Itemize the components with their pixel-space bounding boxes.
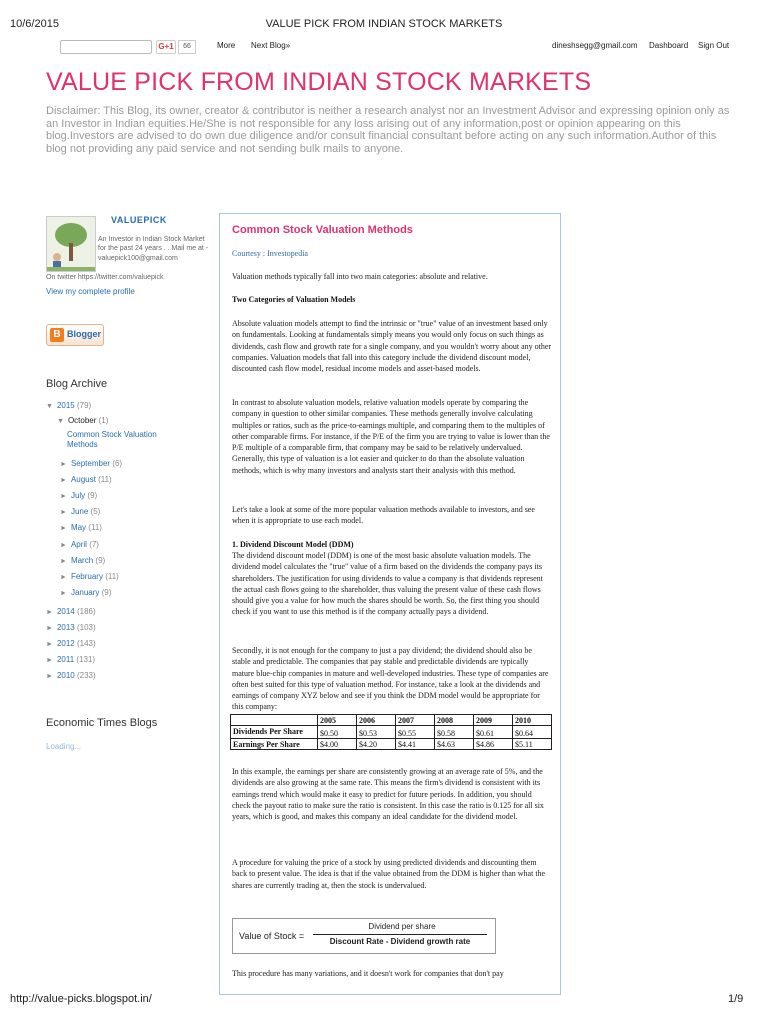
archive-count: (9)	[101, 587, 112, 597]
collapsed-triangle-icon: ►	[46, 625, 53, 633]
table-cell: $0.55	[396, 726, 435, 739]
archive-year-label: 2013	[56, 623, 75, 633]
sign-out-link[interactable]: Sign Out	[698, 41, 730, 50]
archive-year-label: 2010	[56, 671, 75, 681]
archive-month-label: July	[70, 491, 86, 501]
collapsed-triangle-icon: ►	[46, 673, 53, 681]
post-paragraph: In contrast to absolute valuation models, relative valuation models operate by comparing the company in question to other similar companies. These methods generally involve calculating multiples or ratios, such as the price-to-earnings multiple, and comparing them to the multiples of other comparable firms. For instance, if the P/E of the firm you are trying to value is lower than the P/E multiple of a comparable firm, that company may be said to be relatively undervalued. Generally, this type of valuation is a lot easier and quicker to do than the absolute valuation methods, which is why many investors and analysts start their analysis with this method.	[232, 398, 550, 475]
blogger-button[interactable]	[46, 324, 104, 346]
post-paragraph: Secondly, it is not enough for the company to just a pay dividend; the dividend should also be stable and predictable. The companies that pay stable and predictable dividends are typically mature blue-chip companies in mature and well-developed industries. These type of companies are often best suited for this type of valuation method. For instance, take a look at the dividends and earnings of company XYZ below and see if you think the DDM model would be appropriate for this company:	[232, 646, 549, 712]
collapsed-triangle-icon: ►	[60, 509, 67, 517]
archive-month-label: April	[70, 539, 87, 549]
table-cell: $4.41	[396, 739, 435, 750]
table-year-cell: 2007	[396, 715, 435, 726]
profile-twitter: On twitter https://twitter.com/valuepick	[46, 274, 164, 281]
post-courtesy-link[interactable]: Courtesy : Investopedia	[232, 249, 308, 258]
next-blog-link[interactable]: Next Blog»	[251, 41, 291, 50]
archive-count: (186)	[76, 607, 96, 616]
archive-year-2015[interactable]: ▼ 2015 (79)	[46, 401, 92, 410]
archive-month-label: March	[70, 555, 94, 565]
table-cell: $0.61	[474, 726, 513, 739]
archive-count: (5)	[90, 507, 101, 517]
archive-year-item[interactable]	[46, 671, 96, 680]
formula-denominator: Discount Rate - Dividend growth rate	[329, 937, 471, 946]
post-paragraph: Absolute valuation models attempt to find the intrinsic or "true" value of an investment based only on fundamentals. Looking at fundamentals simply means you would only focus on such things as dividends, cash flow and growth rate for a single company, and you wouldn't worry about any other companies. Valuation models that fall into this category include the dividend discount model, discounted cash flow model, residual income models and asset-based models.	[232, 319, 552, 374]
table-cell: $0.53	[357, 726, 396, 739]
table-row-label: Dividends Per Share	[231, 726, 318, 739]
table-header-row	[231, 715, 552, 726]
archive-year-item[interactable]	[46, 639, 96, 648]
archive-month-item[interactable]	[60, 572, 119, 581]
print-date: 10/6/2015	[10, 18, 59, 30]
archive-count: (6)	[112, 459, 123, 468]
table-cell: $0.58	[435, 726, 474, 739]
collapsed-triangle-icon: ►	[60, 461, 67, 468]
print-page-number: 1/9	[728, 993, 744, 1005]
table-cell: $4.86	[474, 739, 513, 750]
avatar[interactable]	[46, 216, 96, 272]
dashboard-link[interactable]: Dashboard	[649, 41, 689, 50]
archive-month-label: August	[70, 475, 96, 485]
archive-year-item[interactable]	[46, 655, 95, 664]
collapsed-triangle-icon: ►	[60, 557, 67, 565]
archive-count: (11)	[98, 475, 112, 485]
collapsed-triangle-icon: ►	[46, 657, 53, 665]
blogger-label: Blogger	[67, 329, 102, 339]
archive-count: (143)	[76, 639, 96, 649]
table-row-label: Earnings Per Share	[231, 739, 318, 750]
collapsed-triangle-icon: ►	[60, 573, 67, 581]
archive-count: (11)	[105, 571, 119, 581]
archive-count: (7)	[89, 539, 99, 549]
table-cell: $4.63	[435, 739, 474, 750]
archive-count: (103)	[76, 623, 96, 633]
economic-times-heading: Economic Times Blogs	[46, 717, 158, 729]
collapsed-triangle-icon: ►	[46, 641, 53, 649]
archive-month-item[interactable]	[60, 507, 100, 516]
archive-year-label: 2011	[56, 655, 75, 665]
user-email: dineshsegg@gmail.com	[552, 41, 638, 50]
print-title: VALUE PICK FROM INDIAN STOCK MARKETS	[265, 18, 503, 30]
collapsed-triangle-icon: ►	[60, 493, 67, 501]
post-paragraph: In this example, the earnings per share are consistently growing at an average rate of 5%, and the dividends are also growing at the same rate. This means the firm's dividend is consistent with its earnings trend which would make it easy to predict for future periods. In addition, you should check the payout ratio to make sure the ratio is consistent. In this case the ratio is 0.125 for all six years, which is good, and makes this company an ideal candidate for the dividend model.	[232, 767, 544, 822]
collapsed-triangle-icon: ►	[60, 541, 67, 549]
navbar-search-input[interactable]	[60, 40, 152, 54]
archive-month-label: May	[70, 523, 87, 533]
print-url: http://value-picks.blogspot.in/	[10, 993, 152, 1005]
archive-month-item[interactable]	[60, 491, 97, 500]
archive-month-item[interactable]	[60, 540, 99, 549]
collapsed-triangle-icon: ►	[60, 525, 67, 533]
archive-month-label: September	[70, 459, 111, 468]
post-paragraph: A procedure for valuing the price of a stock by using predicted dividends and discounting them back to present value. The idea is that if the value obtained from the DDM is higher than what the shares are currently trading at, then the stock is undervalued.	[232, 858, 546, 890]
more-link[interactable]: More	[217, 41, 236, 50]
archive-year-item[interactable]	[46, 607, 96, 616]
archive-month-label: January	[70, 587, 100, 597]
table-corner	[231, 715, 318, 726]
subheading-text: 1. Dividend Discount Model (DDM)	[232, 540, 354, 549]
blog-title[interactable]: VALUE PICK FROM INDIAN STOCK MARKETS	[46, 68, 592, 96]
avatar-image	[47, 217, 95, 271]
expand-triangle-icon: ▼	[46, 403, 53, 410]
table-row	[231, 739, 552, 750]
archive-year-label: 2014	[56, 607, 75, 616]
table-year-cell: 2005	[318, 715, 357, 726]
post-paragraph: The dividend discount model (DDM) is one of the most basic absolute valuation models. The dividend model calculates the "true" value of a firm based on the dividends the company pays its shareholders. The justification for using dividends to value a company is that dividends represent the actual cash flows going to the shareholder, thus valuing the present value of these cash flows should give you a value for how much the shares should be worth. So, the first thing you should check if you want to use this method is if the company actually pays a dividend.	[232, 551, 543, 617]
table-year-cell: 2009	[474, 715, 513, 726]
profile-bio: An Investor in Indian Stock Market for the past 24 years . . Mail me at - valuepick100@gmail.com	[98, 236, 209, 262]
blog-archive-heading: Blog Archive	[46, 378, 108, 390]
dividend-table	[230, 714, 552, 750]
collapsed-triangle-icon: ►	[60, 589, 67, 597]
archive-count: (11)	[88, 523, 102, 533]
google-plus-count: 66	[178, 40, 196, 54]
archive-count: (131)	[76, 655, 96, 665]
google-plus-button[interactable]: G+1	[156, 40, 176, 54]
archive-month-october[interactable]: ▼ October (1)	[57, 416, 109, 425]
archive-month-label: February	[70, 571, 103, 581]
table-year-cell: 2010	[513, 715, 552, 726]
archive-count: (233)	[76, 671, 96, 681]
post-title[interactable]: Common Stock Valuation Methods	[232, 224, 413, 236]
table-cell: $5.11	[513, 739, 552, 750]
post-paragraph: This procedure has many variations, and it doesn't work for companies that don't pay	[232, 969, 504, 978]
archive-month-item[interactable]	[60, 556, 105, 565]
expand-triangle-icon: ▼	[57, 418, 64, 425]
view-profile-link[interactable]: View my complete profile	[46, 287, 135, 296]
table-cell: $4.20	[357, 739, 396, 750]
archive-post-link[interactable]: Common Stock Valuation Methods	[67, 430, 157, 449]
archive-month-item[interactable]	[60, 459, 122, 468]
archive-year-label: 2012	[56, 639, 75, 649]
table-cell: $4.00	[318, 739, 357, 750]
table-cell: $0.64	[513, 726, 552, 739]
loading-text: Loading...	[46, 742, 82, 751]
table-row	[231, 726, 552, 739]
archive-year-item[interactable]	[46, 623, 96, 632]
post-subheading	[232, 539, 552, 550]
archive-count: (9)	[87, 491, 98, 501]
collapsed-triangle-icon: ►	[46, 609, 53, 616]
archive-month-label: June	[70, 507, 89, 517]
subheading-text: Two Categories of Valuation Models	[232, 295, 356, 304]
collapsed-triangle-icon: ►	[60, 477, 67, 485]
archive-month-item[interactable]	[60, 475, 112, 484]
profile-name[interactable]: VALUEPICK	[111, 215, 167, 225]
archive-month-item[interactable]	[60, 523, 102, 532]
table-year-cell: 2008	[435, 715, 474, 726]
post-subheading	[232, 294, 552, 305]
archive-count: (9)	[95, 555, 106, 565]
post-paragraph: Let's take a look at some of the more popular valuation methods available to investors, and see when it is appropriate to use each model.	[232, 505, 535, 526]
formula-lhs: Value of Stock =	[239, 931, 305, 941]
formula-fraction-bar	[313, 934, 487, 935]
archive-month-item[interactable]	[60, 588, 111, 597]
blogger-icon: B	[50, 328, 64, 342]
table-cell: $0.50	[318, 726, 357, 739]
ddm-formula	[232, 918, 496, 954]
table-year-cell: 2006	[357, 715, 396, 726]
blog-description: Disclaimer: This Blog, its owner, creator & contributor is neither a research analyst nor an Investment Advisor and expressing opinion only as an Investor in Indian equities.He/She is not responsible for any loss arising out of any information,post or opinion appearing on this blog.Investors are advised to do own due diligence and/or consult financial consultant before acting on any such information.Author of this blog not providing any paid service and not sending bulk mails to anyone.	[46, 105, 730, 155]
post-paragraph: Valuation methods typically fall into two main categories: absolute and relative.	[232, 272, 488, 281]
formula-numerator: Dividend per share	[368, 922, 436, 931]
